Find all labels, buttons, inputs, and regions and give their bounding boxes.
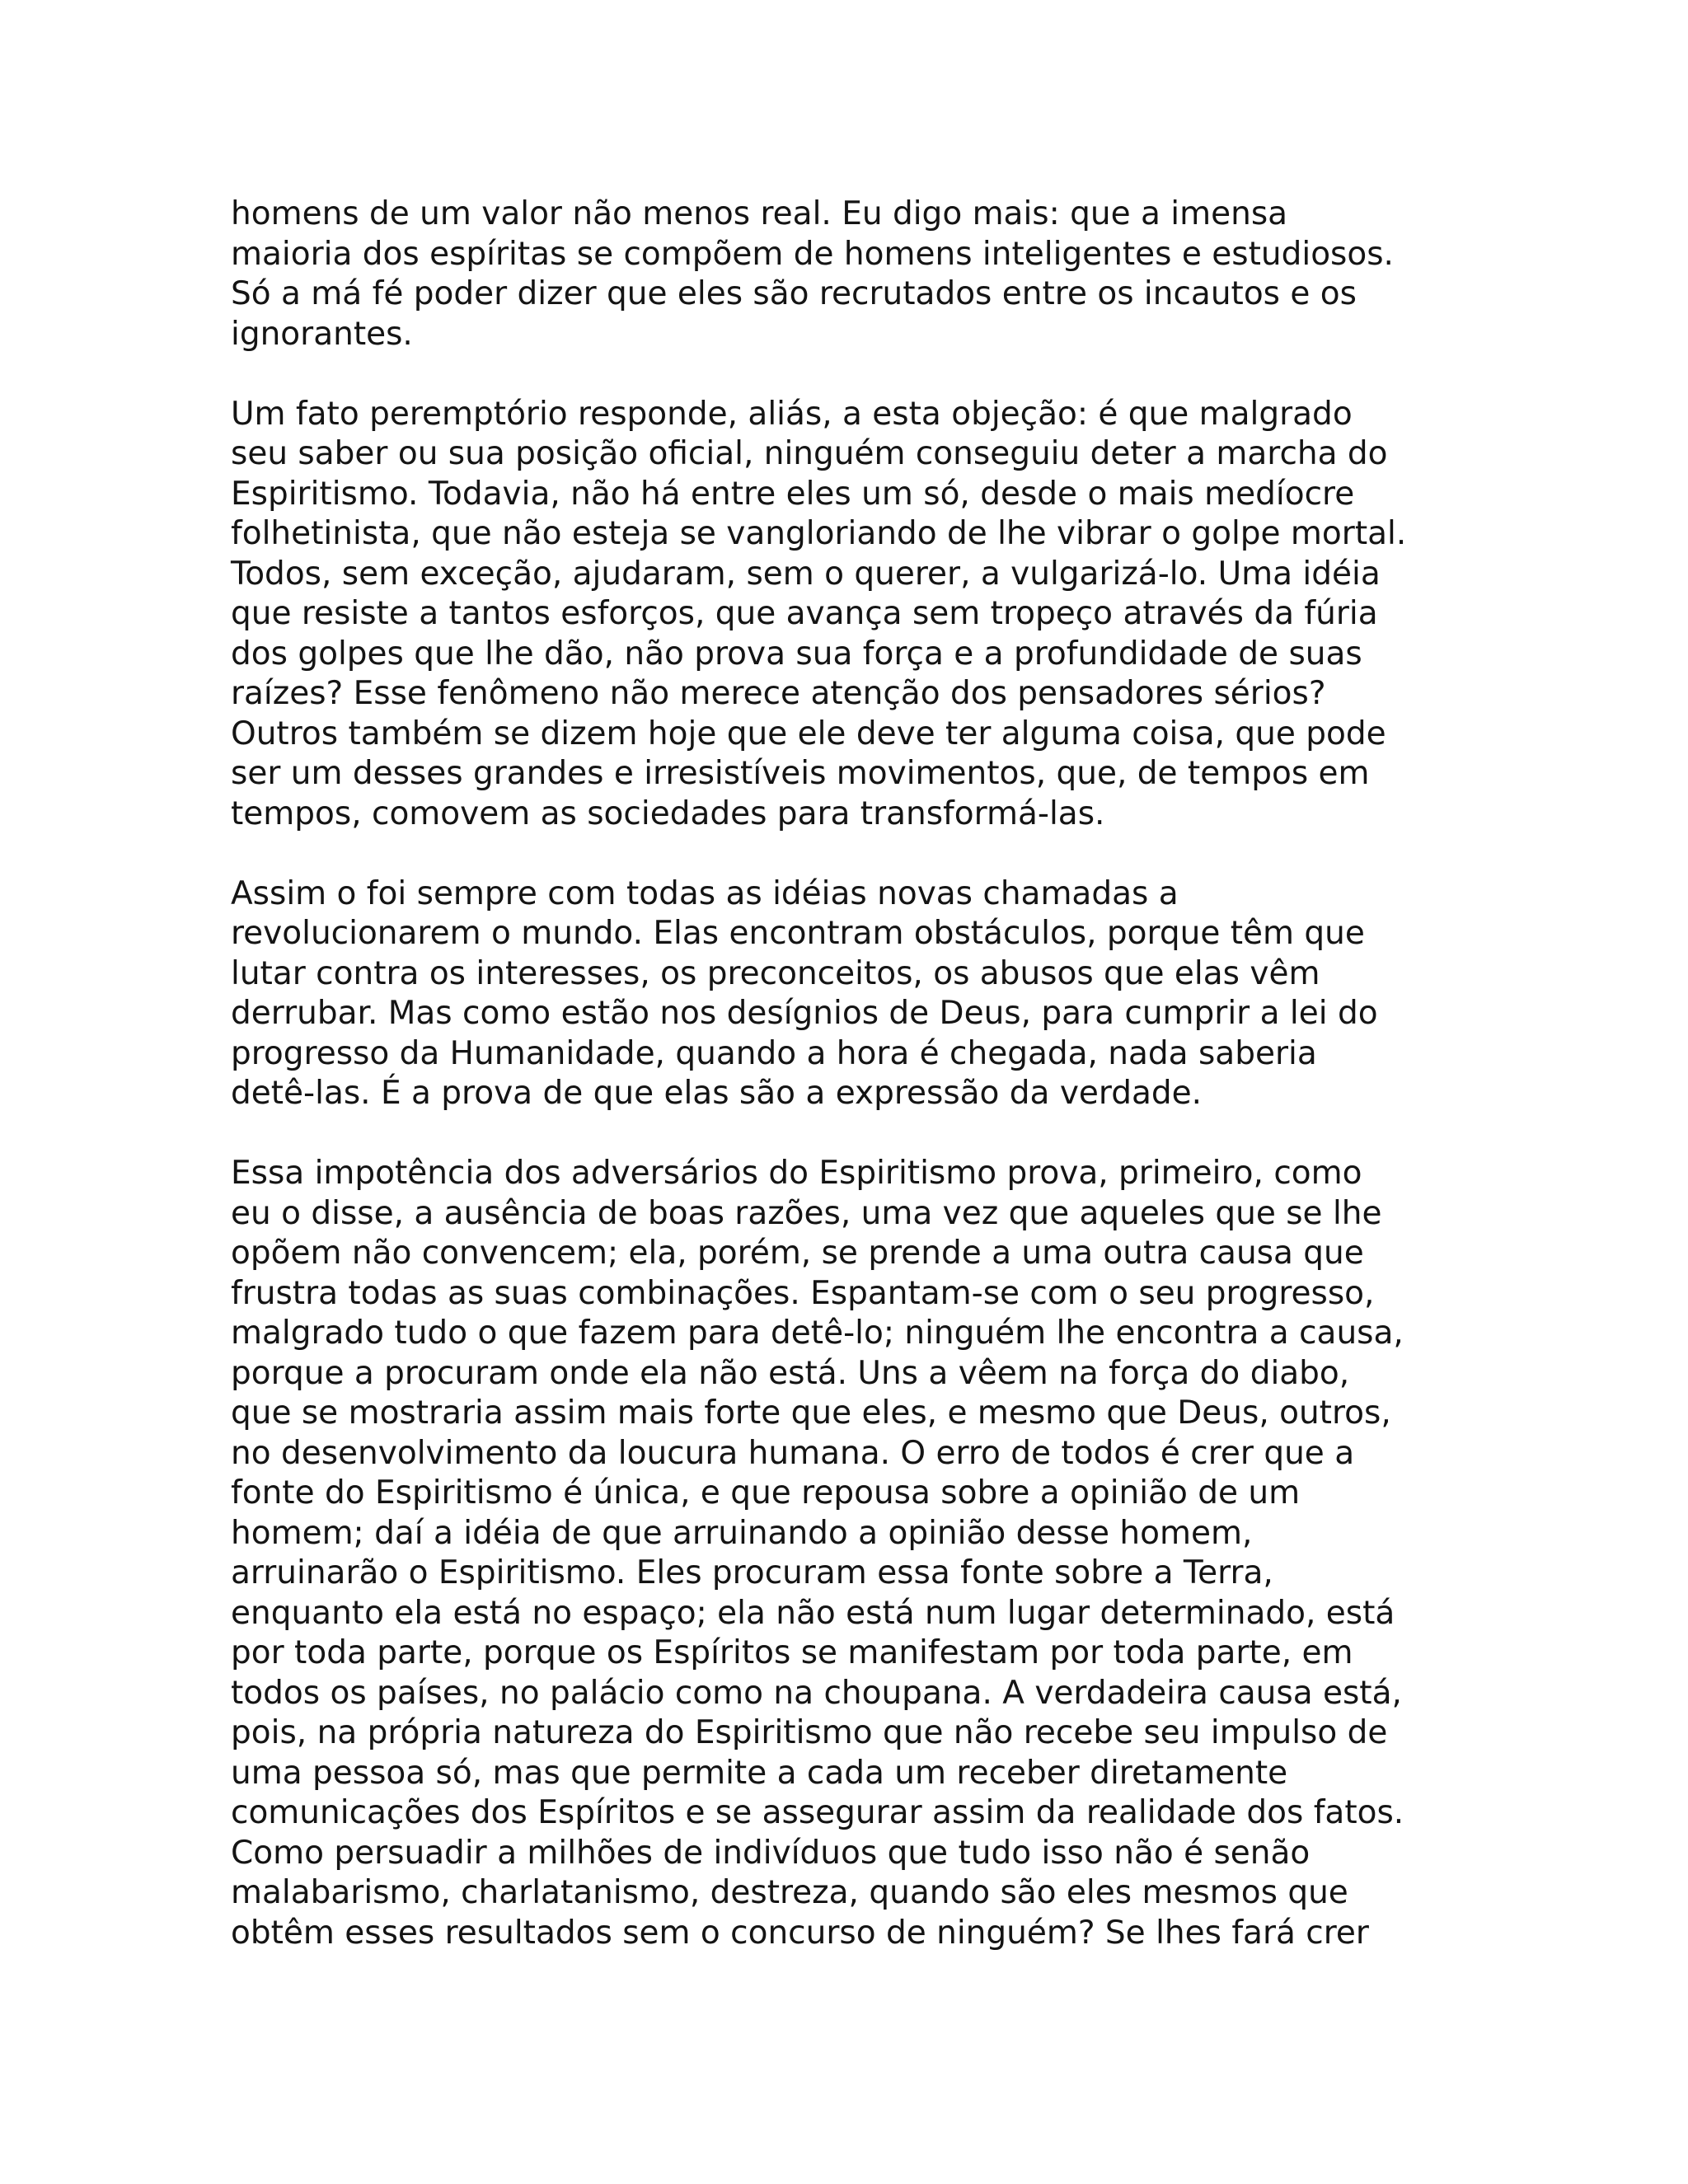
text-line: maioria dos espíritas se compõem de homens inteligentes e estudiosos. — [231, 235, 1394, 273]
text-line: Assim o foi sempre com todas as idéias novas chamadas a — [231, 874, 1179, 912]
text-line: ignorantes. — [231, 315, 413, 353]
text-line: seu saber ou sua posição oficial, ninguém conseguiu deter a marcha do — [231, 435, 1388, 472]
text-line: que se mostraria assim mais forte que eles, e mesmo que Deus, outros, — [231, 1394, 1391, 1432]
text-line: revolucionarem o mundo. Elas encontram obstáculos, porque têm que — [231, 915, 1365, 952]
text-line: raízes? Esse fenômeno não merece atenção dos pensadores sérios? — [231, 675, 1326, 712]
text-line: Todos, sem exceção, ajudaram, sem o querer, a vulgarizá-lo. Uma idéia — [231, 555, 1381, 593]
text-line: homens de um valor não menos real. Eu digo mais: que a imensa — [231, 195, 1288, 232]
text-line: arruinarão o Espiritismo. Eles procuram essa fonte sobre a Terra, — [231, 1554, 1273, 1591]
text-line: que resiste a tantos esforços, que avança sem tropeço através da fúria — [231, 595, 1378, 632]
text-line: obtêm esses resultados sem o concurso de ninguém? Se lhes fará crer — [231, 1914, 1369, 1952]
text-line: porque a procuram onde ela não está. Uns a vêem na força do diabo, — [231, 1354, 1350, 1392]
text-line: eu o disse, a ausência de boas razões, uma vez que aqueles que se lhe — [231, 1194, 1382, 1232]
text-line: ser um desses grandes e irresistíveis movimentos, que, de tempos em — [231, 755, 1370, 792]
text-line: Só a má fé poder dizer que eles são recrutados entre os incautos e os — [231, 275, 1357, 312]
text-line: enquanto ela está no espaço; ela não está num lugar determinado, está — [231, 1594, 1395, 1632]
text-line: Espiritismo. Todavia, não há entre eles um só, desde o mais medíocre — [231, 475, 1355, 513]
text-line: por toda parte, porque os Espíritos se manifestam por toda parte, em — [231, 1634, 1353, 1671]
text-line: lutar contra os interesses, os preconceitos, os abusos que elas vêm — [231, 954, 1320, 992]
text-line: Essa impotência dos adversários do Espiritismo prova, primeiro, como — [231, 1155, 1362, 1192]
text-line: folhetinista, que não esteja se vangloriando de lhe vibrar o golpe mortal. — [231, 515, 1407, 552]
paragraph-3 — [231, 874, 1467, 1114]
text-line: detê-las. É a prova de que elas são a expressão da verdade. — [231, 1075, 1203, 1112]
text-line: opõem não convencem; ela, porém, se prende a uma outra causa que — [231, 1235, 1364, 1272]
text-line: Como persuadir a milhões de indivíduos que tudo isso não é senão — [231, 1834, 1311, 1872]
text-line: fonte do Espiritismo é única, e que repousa sobre a opinião de um — [231, 1474, 1301, 1511]
text-line: frustra todas as suas combinações. Espantam-se com o seu progresso, — [231, 1274, 1375, 1312]
paragraph-2 — [231, 395, 1467, 835]
text-line: todos os países, no palácio como na choupana. A verdadeira causa está, — [231, 1674, 1402, 1712]
body-text — [231, 194, 1467, 1994]
text-line: tempos, comovem as sociedades para transformá-las. — [231, 794, 1105, 832]
text-line: homem; daí a idéia de que arruinando a opinião desse homem, — [231, 1514, 1253, 1552]
text-line: Outros também se dizem hoje que ele deve ter alguma coisa, que pode — [231, 715, 1386, 752]
text-line: derrubar. Mas como estão nos desígnios de Deus, para cumprir a lei do — [231, 995, 1378, 1032]
text-line: progresso da Humanidade, quando a hora é chegada, nada saberia — [231, 1034, 1317, 1072]
text-line: malgrado tudo o que fazem para detê-lo; ninguém lhe encontra a causa, — [231, 1315, 1404, 1352]
paragraph-4 — [231, 1154, 1467, 1953]
text-line: Um fato peremptório responde, aliás, a esta objeção: é que malgrado — [231, 395, 1353, 433]
text-line: no desenvolvimento da loucura humana. O erro de todos é crer que a — [231, 1434, 1355, 1472]
text-line: malabarismo, charlatanismo, destreza, quando são eles mesmos que — [231, 1874, 1348, 1911]
text-line: pois, na própria natureza do Espiritismo que não recebe seu impulso de — [231, 1714, 1388, 1751]
text-line: dos golpes que lhe dão, não prova sua força e a profundidade de suas — [231, 635, 1362, 673]
text-line: comunicações dos Espíritos e se assegurar assim da realidade dos fatos. — [231, 1794, 1404, 1831]
text-line: uma pessoa só, mas que permite a cada um receber diretamente — [231, 1754, 1288, 1792]
paragraph-1 — [231, 194, 1467, 354]
